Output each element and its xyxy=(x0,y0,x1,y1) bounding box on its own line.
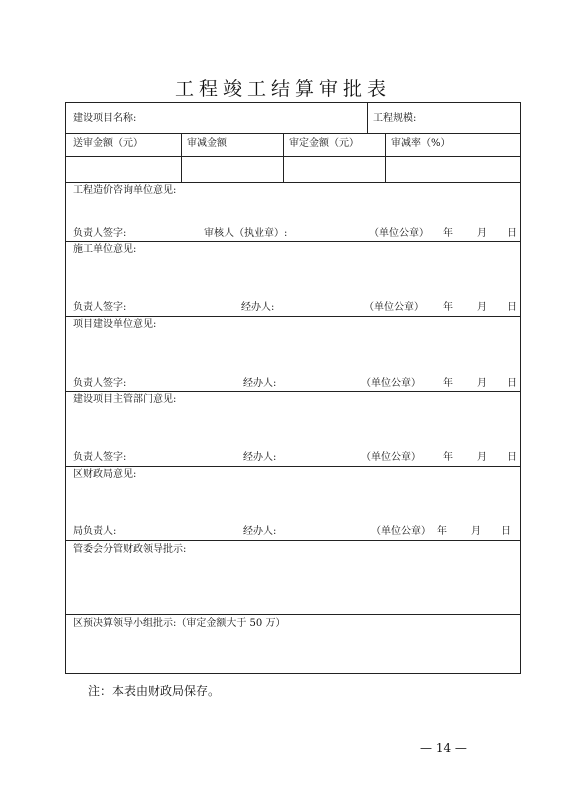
signature-label: 负责人签字: xyxy=(73,452,127,463)
row-divider xyxy=(66,614,520,615)
budget-group-instruction-label: 区预决算领导小组批示:（审定金额大于 50 万） xyxy=(73,618,286,629)
approval-table xyxy=(65,102,521,674)
col-divider xyxy=(367,103,368,133)
footnote: 注：本表由财政局保存。 xyxy=(88,684,221,698)
month-label: 月 xyxy=(477,302,487,313)
signature-label: 负责人签字: xyxy=(73,228,127,239)
row-divider xyxy=(66,391,520,392)
handler-label: 经办人: xyxy=(243,452,277,463)
construction-unit-opinion-label: 施工单位意见: xyxy=(73,244,137,255)
month-label: 月 xyxy=(471,526,481,537)
reduction-amount-header: 审减金额 xyxy=(187,138,227,149)
day-label: 日 xyxy=(507,452,517,463)
handler-label: 经办人: xyxy=(243,378,277,389)
bureau-head-label: 局负责人: xyxy=(73,526,117,537)
row-divider xyxy=(66,182,520,183)
consulting-unit-opinion-label: 工程造价咨询单位意见: xyxy=(73,185,177,196)
project-unit-opinion-label: 项目建设单位意见: xyxy=(73,319,157,330)
row-divider xyxy=(66,241,520,242)
row-divider xyxy=(66,540,520,541)
competent-department-opinion-label: 建设项目主管部门意见: xyxy=(73,394,177,405)
unit-seal-label: （单位公章） xyxy=(364,302,424,313)
project-name-label: 建设项目名称: xyxy=(73,113,137,124)
submitted-amount-header: 送审金额（元） xyxy=(73,138,143,149)
day-label: 日 xyxy=(507,302,517,313)
month-label: 月 xyxy=(477,378,487,389)
year-label: 年 xyxy=(443,228,453,239)
finance-bureau-opinion-label: 区财政局意见: xyxy=(73,469,137,480)
month-label: 月 xyxy=(477,452,487,463)
day-label: 日 xyxy=(507,228,517,239)
unit-seal-label: （单位公章） xyxy=(361,378,421,389)
handler-label: 经办人: xyxy=(243,526,277,537)
col-divider xyxy=(283,133,284,182)
row-divider xyxy=(66,316,520,317)
col-divider xyxy=(385,133,386,182)
reviewer-label: 审核人（执业章）: xyxy=(204,228,288,239)
year-label: 年 xyxy=(437,526,447,537)
month-label: 月 xyxy=(477,228,487,239)
year-label: 年 xyxy=(443,378,453,389)
handler-label: 经办人: xyxy=(241,302,275,313)
project-scale-label: 工程规模: xyxy=(373,113,417,124)
row-divider xyxy=(66,156,520,157)
col-divider xyxy=(181,133,182,182)
day-label: 日 xyxy=(507,378,517,389)
year-label: 年 xyxy=(443,302,453,313)
committee-instruction-label: 管委会分管财政领导批示: xyxy=(73,544,187,555)
year-label: 年 xyxy=(443,452,453,463)
reduction-rate-header: 审减率（%） xyxy=(391,138,451,149)
row-divider xyxy=(66,466,520,467)
row-divider xyxy=(66,133,520,134)
day-label: 日 xyxy=(501,526,511,537)
unit-seal-label: （单位公章） xyxy=(369,228,429,239)
approved-amount-header: 审定金额（元） xyxy=(289,138,359,149)
signature-label: 负责人签字: xyxy=(73,378,127,389)
signature-label: 负责人签字: xyxy=(73,302,127,313)
unit-seal-label: （单位公章） xyxy=(361,452,421,463)
page-number: — 14 — xyxy=(420,741,467,755)
form-title: 工程竣工结算审批表 xyxy=(174,78,391,100)
unit-seal-label: （单位公章） xyxy=(371,526,431,537)
